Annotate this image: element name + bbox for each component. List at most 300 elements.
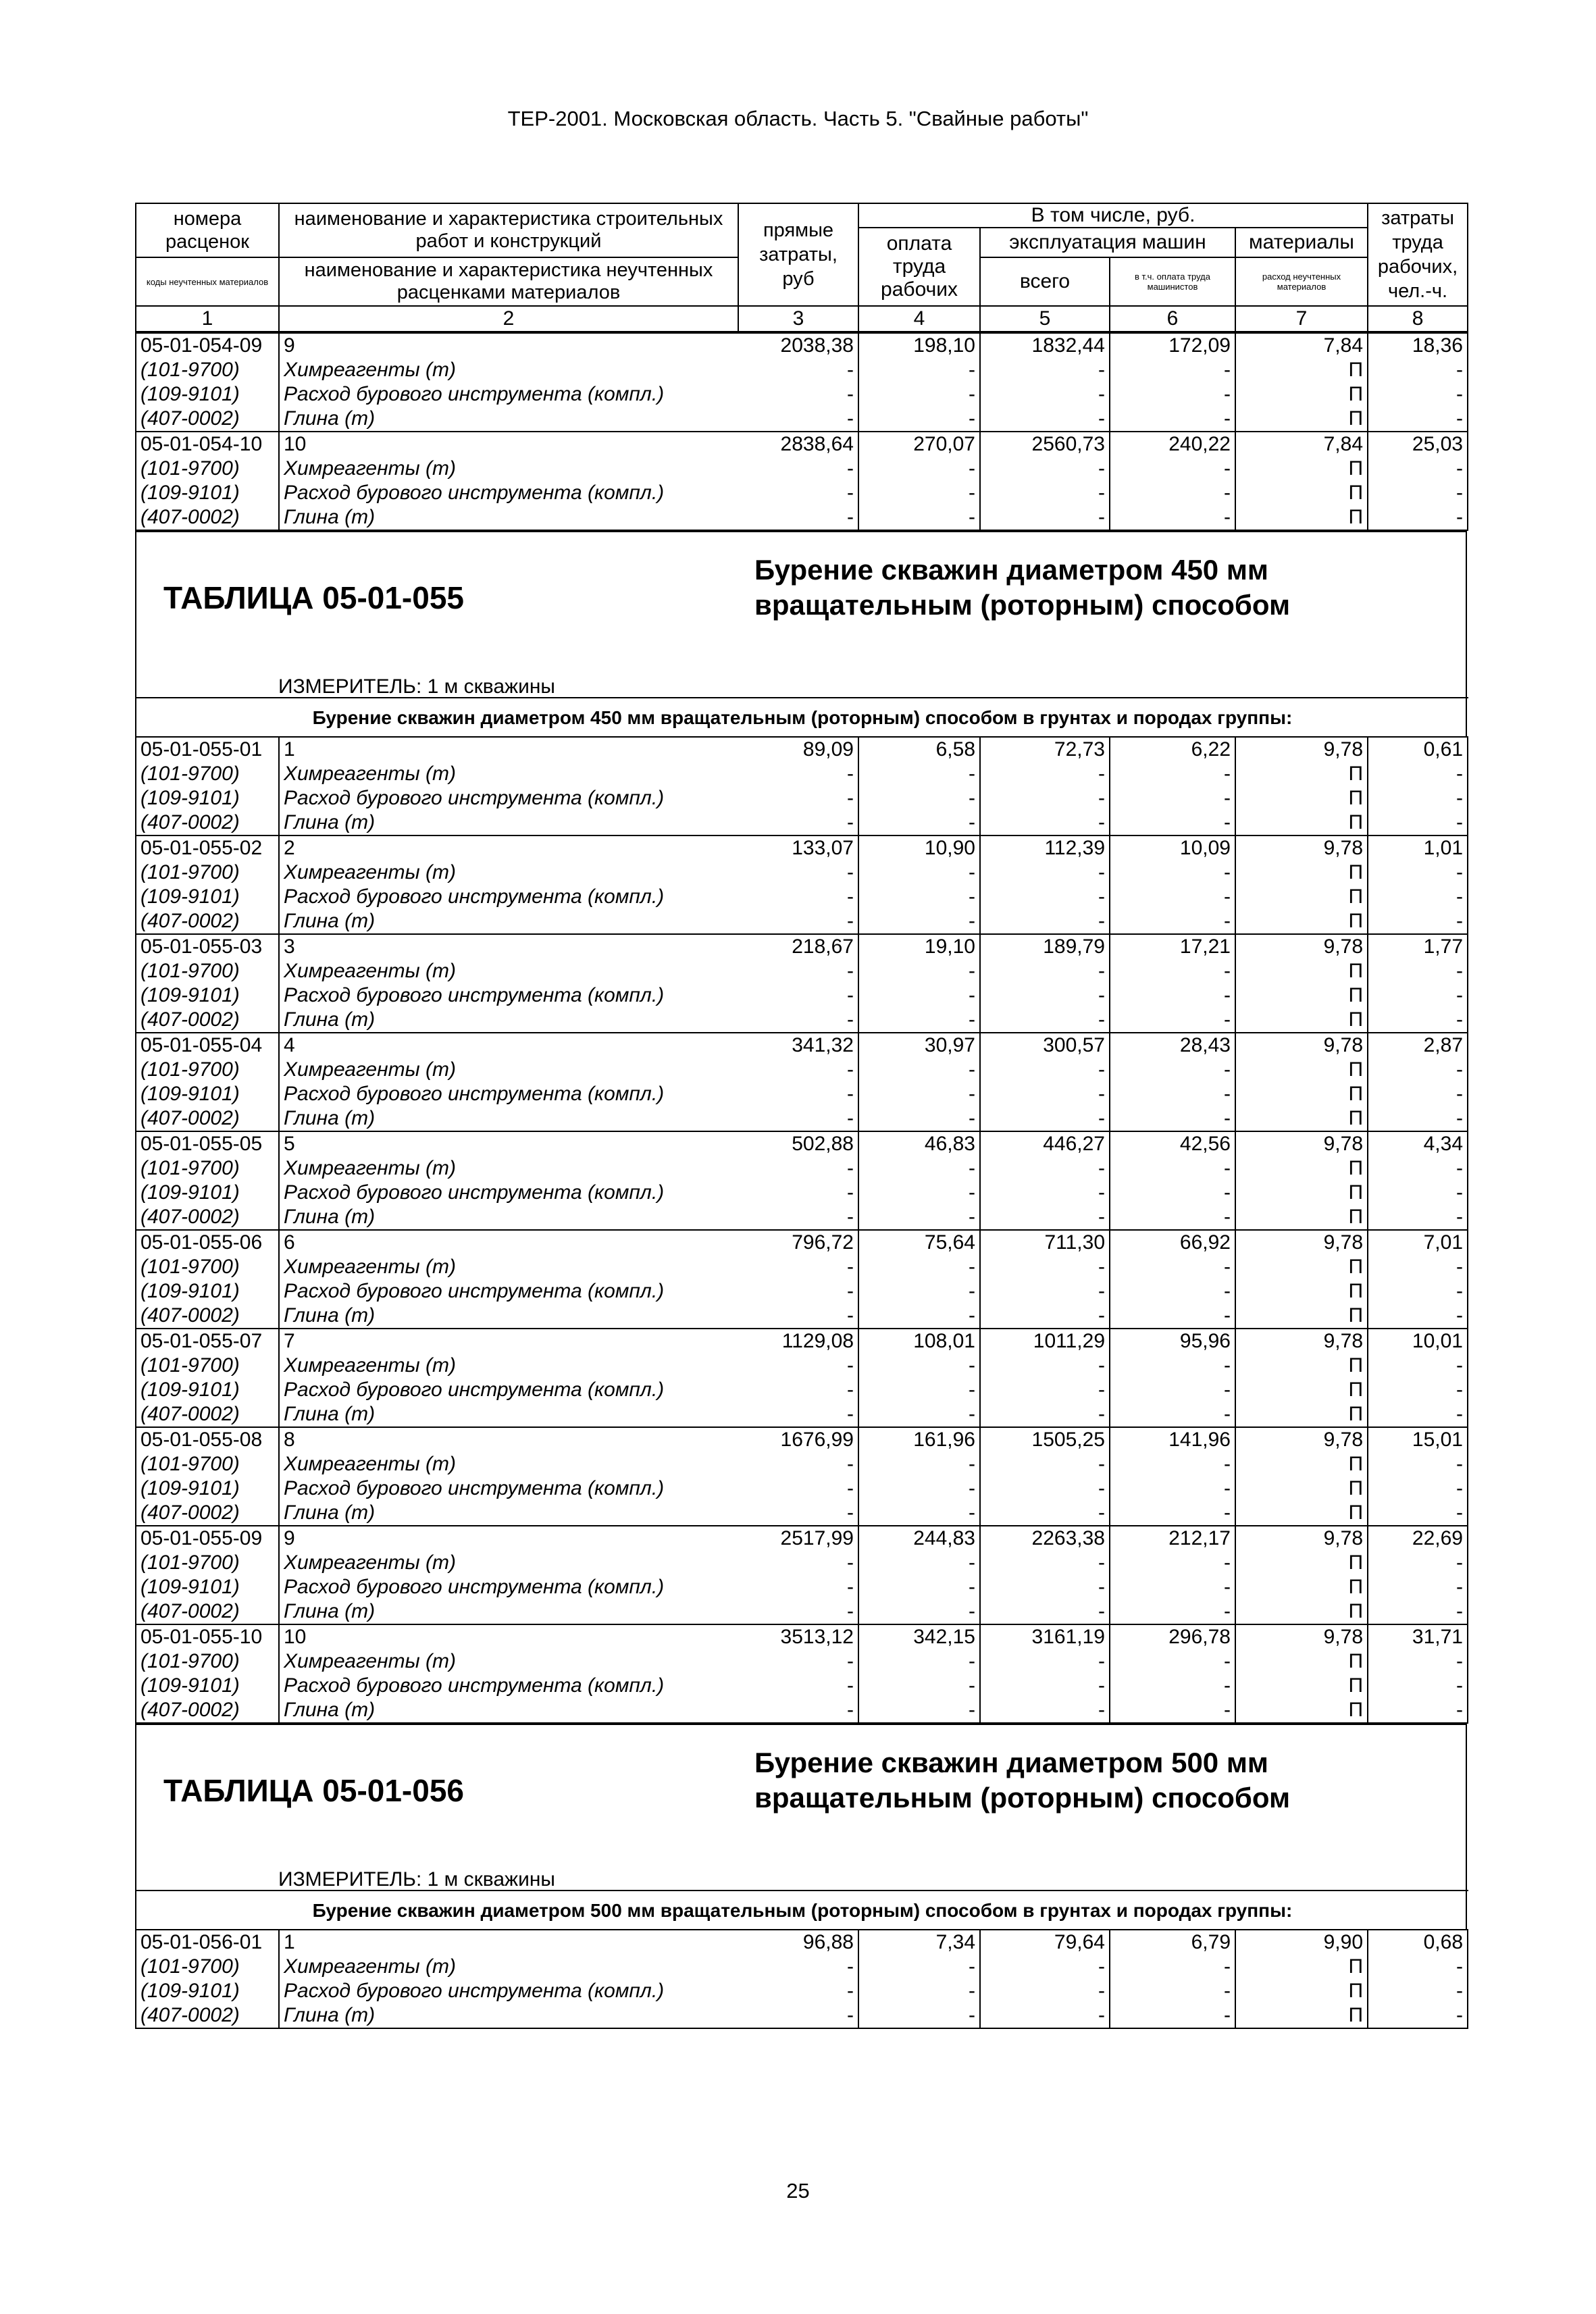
material-value: - (980, 1378, 1110, 1402)
material-code: (101-9700) (136, 860, 279, 885)
material-value: - (980, 457, 1110, 481)
rates-056 (135, 1929, 1468, 2029)
material-name: Химреагенты (т) (279, 1452, 738, 1476)
rate-value: 15,01 (1368, 1427, 1468, 1452)
material-code: (109-9101) (136, 786, 279, 811)
material-value: - (1110, 1575, 1235, 1599)
rates-054 (135, 332, 1468, 531)
material-value: - (1368, 1979, 1468, 2003)
col-codes-header (136, 203, 279, 257)
material-value: - (738, 505, 858, 530)
material-name: Расход бурового инструмента (компл.) (279, 1378, 738, 1402)
material-value: - (858, 2003, 980, 2028)
material-value: - (858, 457, 980, 481)
rate-value: 218,67 (738, 934, 858, 959)
material-value: - (1110, 959, 1235, 983)
material-value: П (1235, 1304, 1368, 1329)
material-code: (101-9700) (136, 762, 279, 786)
material-row (136, 1575, 1468, 1599)
rate-label: 6 (279, 1230, 738, 1255)
material-name: Химреагенты (т) (279, 1156, 738, 1181)
material-code: (101-9700) (136, 1058, 279, 1082)
material-value: П (1235, 1082, 1368, 1106)
material-value: - (858, 1649, 980, 1674)
rate-code: 05-01-055-04 (136, 1033, 279, 1058)
material-value: - (1110, 786, 1235, 811)
material-row (136, 1058, 1468, 1082)
material-value: - (1110, 762, 1235, 786)
column-number: 8 (1368, 306, 1468, 332)
rate-row (136, 835, 1468, 860)
material-value: П (1235, 358, 1368, 382)
rate-value: 198,10 (858, 333, 980, 358)
material-value: - (858, 1674, 980, 1698)
material-value: - (738, 860, 858, 885)
rate-row (136, 1624, 1468, 1649)
material-value: - (1110, 1156, 1235, 1181)
material-value: - (980, 1698, 1110, 1723)
rate-code: 05-01-055-02 (136, 835, 279, 860)
column-number: 6 (1110, 306, 1235, 332)
rate-value: 172,09 (1110, 333, 1235, 358)
material-row (136, 1452, 1468, 1476)
rate-row (136, 1930, 1468, 1955)
rate-value: 1676,99 (738, 1427, 858, 1452)
material-code: (407-0002) (136, 1106, 279, 1131)
rate-value: 89,09 (738, 737, 858, 762)
rate-value: 2038,38 (738, 333, 858, 358)
material-row (136, 1501, 1468, 1526)
material-value: - (738, 1402, 858, 1427)
material-row (136, 1008, 1468, 1033)
material-value: - (1368, 1698, 1468, 1723)
column-number: 7 (1235, 306, 1368, 332)
material-value: - (1368, 983, 1468, 1008)
material-value: - (980, 1058, 1110, 1082)
material-value: - (980, 1551, 1110, 1575)
material-code: (407-0002) (136, 1402, 279, 1427)
column-number: 2 (279, 306, 738, 332)
material-value: - (738, 1551, 858, 1575)
rate-value: 1011,29 (980, 1329, 1110, 1354)
material-row (136, 786, 1468, 811)
rate-code: 05-01-055-10 (136, 1624, 279, 1649)
rate-value: 296,78 (1110, 1624, 1235, 1649)
rate-value: 9,78 (1235, 835, 1368, 860)
material-value: - (858, 481, 980, 505)
rate-value: 446,27 (980, 1131, 1110, 1156)
material-value: - (1110, 1674, 1235, 1698)
material-name: Расход бурового инструмента (компл.) (279, 1979, 738, 2003)
rate-code: 05-01-054-09 (136, 333, 279, 358)
rate-value: 212,17 (1110, 1526, 1235, 1551)
material-value: П (1235, 811, 1368, 835)
material-value: - (980, 1181, 1110, 1205)
material-value: - (1110, 1599, 1235, 1624)
rate-code: 05-01-055-03 (136, 934, 279, 959)
rate-label: 5 (279, 1131, 738, 1156)
rate-row (136, 432, 1468, 457)
material-value: - (858, 1476, 980, 1501)
material-row (136, 1551, 1468, 1575)
material-value: П (1235, 1452, 1368, 1476)
rate-value: 2838,64 (738, 432, 858, 457)
col-machinists-header (1110, 257, 1235, 306)
col-wage-title: оплата труда рабочих (881, 232, 958, 301)
material-row (136, 358, 1468, 382)
material-value: - (1368, 1304, 1468, 1329)
material-value: П (1235, 983, 1368, 1008)
rate-value: 79,64 (980, 1930, 1110, 1955)
rate-value: 66,92 (1110, 1230, 1235, 1255)
material-name: Расход бурового инструмента (компл.) (279, 1476, 738, 1501)
material-value: - (858, 382, 980, 407)
material-code: (109-9101) (136, 1181, 279, 1205)
material-value: - (738, 2003, 858, 2028)
material-value: П (1235, 1674, 1368, 1698)
material-value: - (858, 1378, 980, 1402)
material-value: - (980, 1649, 1110, 1674)
rate-value: 46,83 (858, 1131, 980, 1156)
material-value: - (1368, 457, 1468, 481)
material-row (136, 407, 1468, 432)
material-value: - (858, 1304, 980, 1329)
column-number: 4 (858, 306, 980, 332)
material-value: П (1235, 909, 1368, 934)
material-code: (101-9700) (136, 1156, 279, 1181)
material-value: - (980, 1452, 1110, 1476)
material-code: (407-0002) (136, 909, 279, 934)
rate-value: 189,79 (980, 934, 1110, 959)
rate-row (136, 1230, 1468, 1255)
material-row (136, 885, 1468, 909)
material-row (136, 1955, 1468, 1979)
material-value: - (738, 382, 858, 407)
material-value: - (738, 1674, 858, 1698)
rate-value: 0,61 (1368, 737, 1468, 762)
material-value: - (980, 1205, 1110, 1230)
material-name: Химреагенты (т) (279, 1955, 738, 1979)
rate-code: 05-01-055-07 (136, 1329, 279, 1354)
material-value: П (1235, 1402, 1368, 1427)
material-value: П (1235, 786, 1368, 811)
rate-value: 95,96 (1110, 1329, 1235, 1354)
material-name: Глина (т) (279, 1599, 738, 1624)
material-value: - (1110, 1378, 1235, 1402)
material-value: П (1235, 1106, 1368, 1131)
material-value: - (980, 1979, 1110, 2003)
material-value: - (1368, 762, 1468, 786)
material-value: - (858, 1008, 980, 1033)
material-row (136, 505, 1468, 530)
material-value: - (1368, 1008, 1468, 1033)
column-number: 1 (136, 306, 279, 332)
material-row (136, 1599, 1468, 1624)
material-value: - (1368, 860, 1468, 885)
material-value: - (1368, 505, 1468, 530)
rate-row (136, 934, 1468, 959)
material-value: - (1368, 1181, 1468, 1205)
material-code: (407-0002) (136, 1304, 279, 1329)
material-row (136, 2003, 1468, 2028)
rate-value: 1,01 (1368, 835, 1468, 860)
material-value: - (858, 1181, 980, 1205)
material-value: - (980, 983, 1110, 1008)
material-value: - (1110, 1402, 1235, 1427)
rate-value: 72,73 (980, 737, 1110, 762)
material-value: - (738, 1452, 858, 1476)
material-value: - (1110, 382, 1235, 407)
material-value: - (980, 1955, 1110, 1979)
material-row (136, 1279, 1468, 1304)
material-value: - (1110, 358, 1235, 382)
rate-value: 4,34 (1368, 1131, 1468, 1156)
material-value: - (858, 959, 980, 983)
material-name: Расход бурового инструмента (компл.) (279, 1279, 738, 1304)
material-value: - (1368, 959, 1468, 983)
rate-label: 9 (279, 333, 738, 358)
material-value: - (858, 1551, 980, 1575)
rate-row (136, 1033, 1468, 1058)
material-value: - (1110, 505, 1235, 530)
material-value: - (1110, 1082, 1235, 1106)
table-056-subtitle: Бурение скважин диаметром 500 мм вращательным (роторным) способом в грунтах и породах группы: (136, 1890, 1468, 1930)
material-value: - (980, 505, 1110, 530)
rate-table-frame (135, 203, 1467, 2029)
material-value: - (738, 959, 858, 983)
material-value: - (1368, 1649, 1468, 1674)
rate-value: 2263,38 (980, 1526, 1110, 1551)
material-value: - (738, 1476, 858, 1501)
material-row (136, 1354, 1468, 1378)
material-value: П (1235, 1181, 1368, 1205)
material-value: - (738, 1008, 858, 1033)
rate-value: 3161,19 (980, 1624, 1110, 1649)
material-code: (109-9101) (136, 1279, 279, 1304)
material-value: - (980, 1354, 1110, 1378)
material-value: - (738, 358, 858, 382)
column-number-row (136, 306, 1468, 332)
material-value: П (1235, 1551, 1368, 1575)
rate-value: 2517,99 (738, 1526, 858, 1551)
material-value: - (738, 1082, 858, 1106)
material-row (136, 1156, 1468, 1181)
material-value: П (1235, 2003, 1368, 2028)
material-value: - (738, 1575, 858, 1599)
material-value: - (738, 786, 858, 811)
material-value: - (1368, 1402, 1468, 1427)
rate-value: 161,96 (858, 1427, 980, 1452)
material-value: - (738, 1304, 858, 1329)
material-name: Глина (т) (279, 1106, 738, 1131)
material-value: - (980, 786, 1110, 811)
material-code: (101-9700) (136, 1955, 279, 1979)
material-value: - (1110, 1649, 1235, 1674)
material-row (136, 382, 1468, 407)
material-row (136, 1698, 1468, 1723)
material-value: - (1368, 1378, 1468, 1402)
material-value: П (1235, 1279, 1368, 1304)
material-value: - (980, 1082, 1110, 1106)
material-code: (101-9700) (136, 1551, 279, 1575)
material-name: Глина (т) (279, 1501, 738, 1526)
material-name: Глина (т) (279, 1402, 738, 1427)
rate-value: 240,22 (1110, 432, 1235, 457)
material-value: - (1110, 1698, 1235, 1723)
material-value: - (738, 1156, 858, 1181)
material-value: - (1110, 860, 1235, 885)
section-055 (135, 531, 1467, 736)
material-value: - (980, 909, 1110, 934)
material-code: (101-9700) (136, 1452, 279, 1476)
material-name: Глина (т) (279, 1008, 738, 1033)
rate-value: 1129,08 (738, 1329, 858, 1354)
material-value: П (1235, 1205, 1368, 1230)
rate-code: 05-01-055-09 (136, 1526, 279, 1551)
rate-value: 341,32 (738, 1033, 858, 1058)
table-056-description (754, 1745, 1290, 1816)
material-name: Химреагенты (т) (279, 358, 738, 382)
material-value: П (1235, 1955, 1368, 1979)
rate-value: 6,22 (1110, 737, 1235, 762)
rate-value: 502,88 (738, 1131, 858, 1156)
material-value: - (1368, 407, 1468, 432)
material-value: П (1235, 1501, 1368, 1526)
material-name: Химреагенты (т) (279, 457, 738, 481)
material-value: - (1368, 811, 1468, 835)
material-value: - (738, 1354, 858, 1378)
material-row (136, 860, 1468, 885)
rate-value: 2,87 (1368, 1033, 1468, 1058)
rate-value: 108,01 (858, 1329, 980, 1354)
rate-value: 1832,44 (980, 333, 1110, 358)
material-value: - (980, 885, 1110, 909)
material-code: (407-0002) (136, 1008, 279, 1033)
table-055-desc-line2: вращательным (роторным) способом (754, 589, 1291, 621)
rate-value: 9,78 (1235, 1526, 1368, 1551)
rate-value: 9,90 (1235, 1930, 1368, 1955)
rate-value: 28,43 (1110, 1033, 1235, 1058)
material-value: П (1235, 1575, 1368, 1599)
col-name-title: наименование и характеристика строительных работ и конструкций (294, 208, 723, 252)
rate-label: 1 (279, 737, 738, 762)
rate-value: 9,78 (1235, 737, 1368, 762)
rate-value: 22,69 (1368, 1526, 1468, 1551)
material-value: - (858, 407, 980, 432)
rate-row (136, 333, 1468, 358)
material-row (136, 762, 1468, 786)
material-name: Расход бурового инструмента (компл.) (279, 382, 738, 407)
rate-value: 7,84 (1235, 333, 1368, 358)
material-value: - (980, 1501, 1110, 1526)
rate-value: 7,34 (858, 1930, 980, 1955)
rate-value: 1505,25 (980, 1427, 1110, 1452)
material-value: - (980, 1304, 1110, 1329)
material-row (136, 1674, 1468, 1698)
material-value: - (858, 1279, 980, 1304)
material-name: Глина (т) (279, 909, 738, 934)
rate-value: 342,15 (858, 1624, 980, 1649)
material-name: Расход бурового инструмента (компл.) (279, 885, 738, 909)
col-codes-title: номера расценок (165, 208, 249, 253)
material-row (136, 1106, 1468, 1131)
material-value: П (1235, 1008, 1368, 1033)
rate-value: 0,68 (1368, 1930, 1468, 1955)
rate-row (136, 1131, 1468, 1156)
rate-value: 7,84 (1235, 432, 1368, 457)
material-value: - (738, 1205, 858, 1230)
material-value: - (738, 885, 858, 909)
material-name: Глина (т) (279, 2003, 738, 2028)
rate-value: 7,01 (1368, 1230, 1468, 1255)
rate-value: 10,90 (858, 835, 980, 860)
material-value: - (980, 407, 1110, 432)
material-name: Расход бурового инструмента (компл.) (279, 1674, 738, 1698)
material-value: - (1110, 1304, 1235, 1329)
material-value: - (858, 909, 980, 934)
col-group-header: В том числе, руб. (858, 203, 1368, 228)
rate-label: 10 (279, 1624, 738, 1649)
material-value: - (1368, 2003, 1468, 2028)
material-value: П (1235, 1058, 1368, 1082)
material-row (136, 811, 1468, 835)
material-row (136, 481, 1468, 505)
rate-row (136, 737, 1468, 762)
material-value: - (738, 1649, 858, 1674)
col-unaccounted-title: расход неучтенных материалов (1262, 272, 1341, 292)
material-value: - (1110, 1979, 1235, 2003)
material-value: - (1110, 1106, 1235, 1131)
rate-value: 19,10 (858, 934, 980, 959)
rate-value: 9,78 (1235, 1230, 1368, 1255)
page-number: 25 (786, 2179, 810, 2203)
material-code: (101-9700) (136, 457, 279, 481)
material-value: - (738, 1058, 858, 1082)
material-value: - (980, 959, 1110, 983)
material-code: (407-0002) (136, 1698, 279, 1723)
material-value: П (1235, 407, 1368, 432)
rate-value: 133,07 (738, 835, 858, 860)
material-value: П (1235, 1979, 1368, 2003)
material-value: - (1368, 786, 1468, 811)
rate-row (136, 1526, 1468, 1551)
rate-value: 6,58 (858, 737, 980, 762)
material-value: - (1110, 407, 1235, 432)
rate-label: 8 (279, 1427, 738, 1452)
material-row (136, 1649, 1468, 1674)
material-value: - (980, 762, 1110, 786)
material-value: - (1110, 811, 1235, 835)
rate-code: 05-01-056-01 (136, 1930, 279, 1955)
rate-value: 244,83 (858, 1526, 980, 1551)
col-name-subheader (279, 257, 738, 306)
rate-value: 3513,12 (738, 1624, 858, 1649)
material-value: - (1110, 1008, 1235, 1033)
material-value: - (858, 1082, 980, 1106)
rate-value: 75,64 (858, 1230, 980, 1255)
material-value: - (858, 358, 980, 382)
material-value: - (738, 1279, 858, 1304)
material-value: П (1235, 1599, 1368, 1624)
material-value: - (858, 786, 980, 811)
material-value: - (980, 1008, 1110, 1033)
material-value: П (1235, 1378, 1368, 1402)
table-056-desc-line1: Бурение скважин диаметром 500 мм (754, 1747, 1268, 1778)
material-value: - (1110, 1279, 1235, 1304)
material-name: Расход бурового инструмента (компл.) (279, 1181, 738, 1205)
material-row (136, 1476, 1468, 1501)
rate-value: 711,30 (980, 1230, 1110, 1255)
